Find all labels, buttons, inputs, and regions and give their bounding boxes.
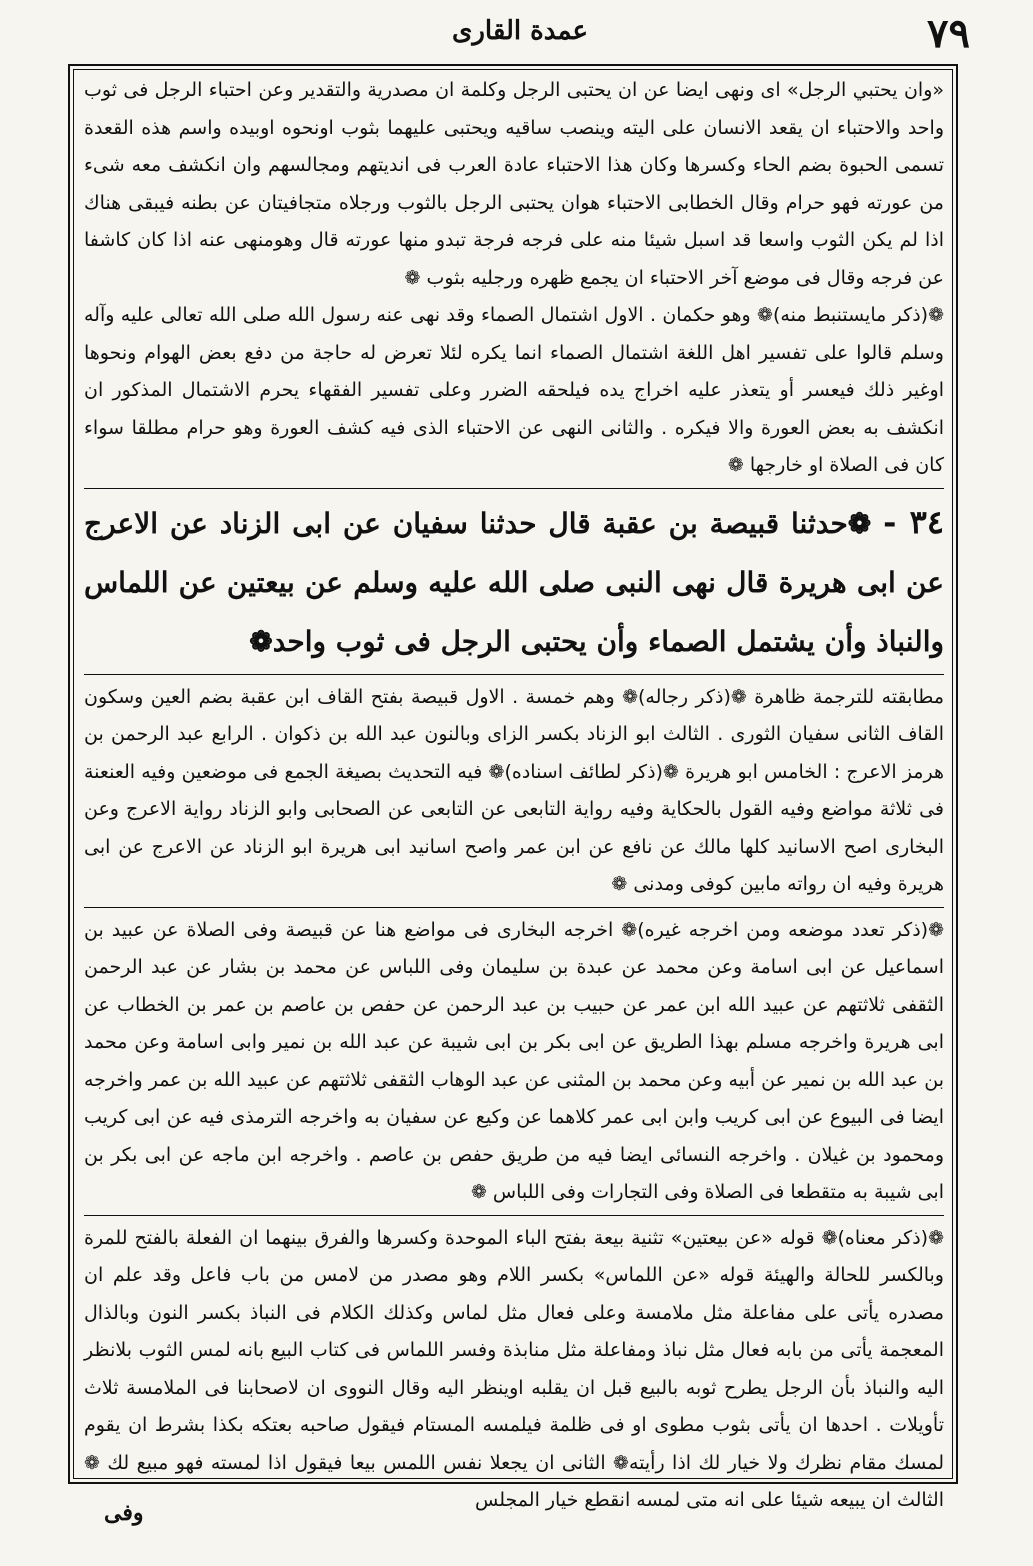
paragraph-takhrij: ❁(ذكر تعدد موضعه ومن اخرجه غيره)❁ اخرجه البخارى فى مواضع هنا عن قبيصة وفى الصلاة عن عبيد بن اسماعيل عن ابى اسامة وعن محمد عن عبدة بن سليمان وفى اللباس عن محمد بن بشار عن عبد الرحمن الثقفى ثلاثتهم عن عبيد الله ابن عمر عن حبيب بن عبد الرحمن عن حفص بن عاصم بن عمر بن الخطاب عن ابى هريرة واخرجه مسلم بهذا الطريق عن ابى بكر بن ابى شيبة عن عبد الله بن نمير وابى اسامة وعن محمد بن عبد الله بن نمير عن أبيه وعن محمد بن المثنى عن عبد الوهاب الثقفى ثلاثتهم عن عبيد الله بن عمر واخرجه ايضا فى البيوع عن ابى كريب وابن ابى عمر كلاهما عن وكيع عن سفيان به واخرجه الترمذى فيه عن ابى كريب ومحمود بن غيلان . واخرجه النسائى ايضا فيه من طريق حفص بن عاصم . واخرجه ابن ماجه عن ابى بكر بن ابى شيبة به متقطعا فى الصلاة وفى التجارات وفى اللباس ❁ [84, 918, 944, 1203]
paragraph-rijal: مطابقته للترجمة ظاهرة ❁(ذكر رجاله)❁ وهم خمسة . الاول قبيصة بفتح القاف ابن عقبة بضم العين وسكون القاف الثانى سفيان الثورى . الثالث ابو الزناد بكسر الزاى وبالنون عبد الله بن ذكوان . الرابع عبد الرحمن بن هرمز الاعرج : الخامس ابو هريرة ❁(ذكر لطائف اسناده)❁ فيه التحديث بصيغة الجمع فى موضعين وفيه العنعنة فى ثلاثة مواضع وفيه القول بالحكاية وفيه رواية التابعى عن التابعى عن الصحابى وابو الزناد رواية الاعرج وعن البخارى اصح الاسانيد كلها مالك عن نافع عن ابن عمر واصح اسانيد ابى هريرة ابو الزناد عن الاعرج عن ابى هريرة وفيه ان رواته مابين كوفى ومدنى ❁ [84, 685, 944, 895]
page-number: ٧٩ [927, 10, 970, 57]
paragraph-istinbat: ❁(ذكر مايستنبط منه)❁ وهو حكمان . الاول اشتمال الصماء وقد نهى عنه رسول الله صلى الله تعالى عليه وآله وسلم قالوا على تفسير اهل اللغة اشتمال الصماء انما يكره لئلا تعرض له حاجة من دفع بعض الهوام ونحوها اوغير ذلك فيعسر أو يتعذر عليه اخراج يده فيلحقه الضرر وعلى تفسير الفقهاء يحرم الاشتمال المذكور ان انكشف به بعض العورة والا فيكره . والثانى النهى عن الاحتباء الذى فيه كشف العورة وهو حرام مطلقا سواء كان فى الصلاة او خارجها ❁ [84, 304, 944, 476]
page-header [70, 8, 970, 63]
paragraph-mana: ❁(ذكر معناه)❁ قوله «عن بيعتين» تثنية بيعة بفتح الباء الموحدة وكسرها والفرق بينهما ان الفعلة بالفتح للمرة وبالكسر للحالة والهيئة قوله «عن اللماس» بكسر اللام وهو مصدر من لامس من باب فاعل وقد علم ان مصدره يأتى على مفاعلة مثل ملامسة وعلى فعال مثل لماس وكذلك الكلام فى النباذ بكسر النون وبالذال المعجمة يأتى من بابه فعال مثل نباذ ومفاعلة مثل منابذة وفسر اللماس فى كتاب البيع بانه لمس الثوب بلانظر اليه والنباذ بأن الرجل يطرح ثوبه بالبيع قبل ان يقلبه اوينظر اليه وقال النووى ان لاصحابنا فى الملامسة ثلاث تأويلات . احدها ان يأتى بثوب مطوى او فى ظلمة فيلمسه المستام فيقول صاحبه بعتكه بكذا بشرط ان يقوم لمسك مقام نظرك ولا خيار لك اذا رأيته❁ الثانى ان يجعلا نفس اللمس بيعا فيقول اذا لمسته فهو مبيع لك ❁ الثالث ان يبيعه شيئا على انه متى لمسه انقطع خيار المجلس [84, 1226, 944, 1511]
paragraph-ihtiba: «وان يحتبي الرجل» اى ونهى ايضا عن ان يحتبى الرجل وكلمة ان مصدرية والتقدير وعن احتباء الرجل فى ثوب واحد والاحتباء ان يقعد الانسان على اليته وينصب ساقيه ويحتبى عليهما بثوب اونحوه اوبيده واسم هذه القعدة تسمى الحبوة بضم الحاء وكسرها وكان هذا الاحتباء عادة العرب فى انديتهم ومجالسهم وان انكشف معه شىء من عورته فهو حرام وقال الخطابى الاحتباء هوان يحتبى الرجل بالثوب ورجلاه متجافيتان عن بطنه فيبقى هناك اذا لم يكن الثوب واسعا قد اسبل شيئا منه على فرجه فرجة تبدو منها عورته قال وهومنهى عنه اذا كان كاشفا عن فرجه وقال فى موضع آخر الاحتباء ان يجمع ظهره ورجليه بثوب ❁ [84, 79, 944, 289]
running-title: عمدة القارى [452, 16, 588, 46]
divider [84, 1215, 944, 1216]
main-text [84, 72, 944, 1520]
catchword: وفى [104, 1500, 144, 1526]
divider [84, 488, 944, 489]
hadith-body: ❁حدثنا قبيصة بن عقبة قال حدثنا سفيان عن ابى الزناد عن الاعرج عن ابى هريرة قال نهى النبى صلى الله عليه وسلم عن بيعتين عن اللماس والنباذ وأن يشتمل الصماء وأن يحتبى الرجل فى ثوب واحد❁ [84, 506, 944, 658]
hadith-number: ٣٤ - [883, 502, 945, 541]
divider [84, 674, 944, 675]
hadith-text [84, 493, 944, 671]
divider [84, 907, 944, 908]
